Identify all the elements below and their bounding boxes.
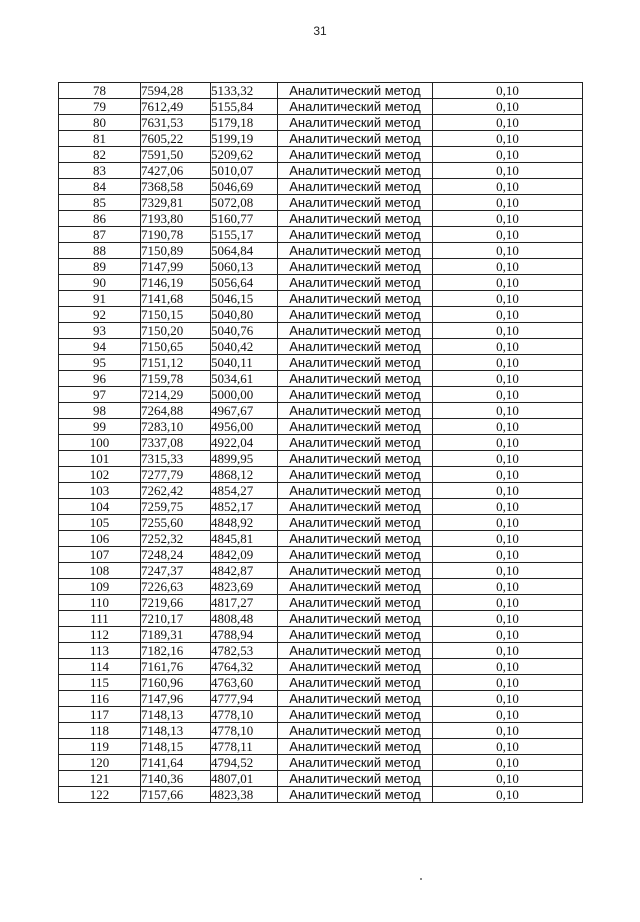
method-cell: Аналитический метод	[278, 419, 433, 435]
point-number-cell: 118	[59, 723, 141, 739]
table-row	[59, 147, 583, 163]
table-row	[59, 211, 583, 227]
page-number: 31	[313, 24, 327, 38]
method-cell: Аналитический метод	[278, 563, 433, 579]
error-cell: 0,10	[433, 419, 583, 435]
y-coordinate-cell: 4788,94	[211, 627, 278, 643]
y-coordinate-cell: 4778,11	[211, 739, 278, 755]
y-coordinate-cell: 5046,15	[211, 291, 278, 307]
y-coordinate-cell: 4782,53	[211, 643, 278, 659]
error-cell: 0,10	[433, 483, 583, 499]
method-cell: Аналитический метод	[278, 323, 433, 339]
point-number-cell: 98	[59, 403, 141, 419]
x-coordinate-cell: 7148,15	[141, 739, 211, 755]
error-cell: 0,10	[433, 579, 583, 595]
y-coordinate-cell: 4899,95	[211, 451, 278, 467]
table-row	[59, 499, 583, 515]
x-coordinate-cell: 7368,58	[141, 179, 211, 195]
table-row	[59, 467, 583, 483]
point-number-cell: 102	[59, 467, 141, 483]
table-row	[59, 83, 583, 99]
error-cell: 0,10	[433, 707, 583, 723]
table-row	[59, 595, 583, 611]
x-coordinate-cell: 7150,65	[141, 339, 211, 355]
point-number-cell: 80	[59, 115, 141, 131]
point-number-cell: 92	[59, 307, 141, 323]
error-cell: 0,10	[433, 787, 583, 803]
error-cell: 0,10	[433, 371, 583, 387]
point-number-cell: 90	[59, 275, 141, 291]
error-cell: 0,10	[433, 259, 583, 275]
point-number-cell: 116	[59, 691, 141, 707]
method-cell: Аналитический метод	[278, 163, 433, 179]
table-row	[59, 659, 583, 675]
point-number-cell: 91	[59, 291, 141, 307]
table-row	[59, 243, 583, 259]
x-coordinate-cell: 7594,28	[141, 83, 211, 99]
table-row	[59, 435, 583, 451]
point-number-cell: 122	[59, 787, 141, 803]
x-coordinate-cell: 7159,78	[141, 371, 211, 387]
x-coordinate-cell: 7147,96	[141, 691, 211, 707]
method-cell: Аналитический метод	[278, 467, 433, 483]
method-cell: Аналитический метод	[278, 659, 433, 675]
y-coordinate-cell: 5072,08	[211, 195, 278, 211]
y-coordinate-cell: 5034,61	[211, 371, 278, 387]
point-number-cell: 101	[59, 451, 141, 467]
method-cell: Аналитический метод	[278, 515, 433, 531]
x-coordinate-cell: 7190,78	[141, 227, 211, 243]
x-coordinate-cell: 7264,88	[141, 403, 211, 419]
point-number-cell: 115	[59, 675, 141, 691]
method-cell: Аналитический метод	[278, 435, 433, 451]
x-coordinate-cell: 7141,64	[141, 755, 211, 771]
table-row	[59, 403, 583, 419]
table-row	[59, 707, 583, 723]
y-coordinate-cell: 4777,94	[211, 691, 278, 707]
x-coordinate-cell: 7605,22	[141, 131, 211, 147]
point-number-cell: 82	[59, 147, 141, 163]
x-coordinate-cell: 7214,29	[141, 387, 211, 403]
x-coordinate-cell: 7612,49	[141, 99, 211, 115]
scan-speck	[420, 878, 422, 880]
table-row	[59, 179, 583, 195]
y-coordinate-cell: 4763,60	[211, 675, 278, 691]
method-cell: Аналитический метод	[278, 547, 433, 563]
y-coordinate-cell: 5040,42	[211, 339, 278, 355]
table-row	[59, 483, 583, 499]
error-cell: 0,10	[433, 691, 583, 707]
table-row	[59, 227, 583, 243]
method-cell: Аналитический метод	[278, 579, 433, 595]
error-cell: 0,10	[433, 451, 583, 467]
method-cell: Аналитический метод	[278, 307, 433, 323]
y-coordinate-cell: 5179,18	[211, 115, 278, 131]
y-coordinate-cell: 5040,76	[211, 323, 278, 339]
x-coordinate-cell: 7255,60	[141, 515, 211, 531]
table-row	[59, 355, 583, 371]
y-coordinate-cell: 5064,84	[211, 243, 278, 259]
y-coordinate-cell: 4848,92	[211, 515, 278, 531]
table-row	[59, 691, 583, 707]
table-row	[59, 419, 583, 435]
x-coordinate-cell: 7226,63	[141, 579, 211, 595]
point-number-cell: 112	[59, 627, 141, 643]
method-cell: Аналитический метод	[278, 611, 433, 627]
error-cell: 0,10	[433, 771, 583, 787]
x-coordinate-cell: 7219,66	[141, 595, 211, 611]
method-cell: Аналитический метод	[278, 83, 433, 99]
method-cell: Аналитический метод	[278, 259, 433, 275]
method-cell: Аналитический метод	[278, 275, 433, 291]
method-cell: Аналитический метод	[278, 755, 433, 771]
point-number-cell: 107	[59, 547, 141, 563]
point-number-cell: 94	[59, 339, 141, 355]
y-coordinate-cell: 5010,07	[211, 163, 278, 179]
y-coordinate-cell: 4817,27	[211, 595, 278, 611]
table-row	[59, 627, 583, 643]
error-cell: 0,10	[433, 275, 583, 291]
x-coordinate-cell: 7591,50	[141, 147, 211, 163]
y-coordinate-cell: 4842,87	[211, 563, 278, 579]
error-cell: 0,10	[433, 131, 583, 147]
error-cell: 0,10	[433, 739, 583, 755]
error-cell: 0,10	[433, 659, 583, 675]
method-cell: Аналитический метод	[278, 115, 433, 131]
x-coordinate-cell: 7262,42	[141, 483, 211, 499]
coordinates-table	[58, 82, 583, 803]
x-coordinate-cell: 7315,33	[141, 451, 211, 467]
method-cell: Аналитический метод	[278, 451, 433, 467]
error-cell: 0,10	[433, 99, 583, 115]
table-row	[59, 787, 583, 803]
x-coordinate-cell: 7337,08	[141, 435, 211, 451]
method-cell: Аналитический метод	[278, 595, 433, 611]
error-cell: 0,10	[433, 547, 583, 563]
x-coordinate-cell: 7147,99	[141, 259, 211, 275]
y-coordinate-cell: 5046,69	[211, 179, 278, 195]
method-cell: Аналитический метод	[278, 643, 433, 659]
error-cell: 0,10	[433, 195, 583, 211]
y-coordinate-cell: 4807,01	[211, 771, 278, 787]
x-coordinate-cell: 7427,06	[141, 163, 211, 179]
point-number-cell: 104	[59, 499, 141, 515]
point-number-cell: 113	[59, 643, 141, 659]
x-coordinate-cell: 7247,37	[141, 563, 211, 579]
x-coordinate-cell: 7252,32	[141, 531, 211, 547]
y-coordinate-cell: 4764,32	[211, 659, 278, 675]
error-cell: 0,10	[433, 435, 583, 451]
error-cell: 0,10	[433, 291, 583, 307]
y-coordinate-cell: 4845,81	[211, 531, 278, 547]
table-row	[59, 323, 583, 339]
point-number-cell: 119	[59, 739, 141, 755]
error-cell: 0,10	[433, 387, 583, 403]
error-cell: 0,10	[433, 163, 583, 179]
y-coordinate-cell: 4823,38	[211, 787, 278, 803]
method-cell: Аналитический метод	[278, 627, 433, 643]
error-cell: 0,10	[433, 643, 583, 659]
y-coordinate-cell: 4808,48	[211, 611, 278, 627]
method-cell: Аналитический метод	[278, 771, 433, 787]
method-cell: Аналитический метод	[278, 99, 433, 115]
method-cell: Аналитический метод	[278, 371, 433, 387]
x-coordinate-cell: 7150,20	[141, 323, 211, 339]
x-coordinate-cell: 7259,75	[141, 499, 211, 515]
y-coordinate-cell: 5155,17	[211, 227, 278, 243]
error-cell: 0,10	[433, 147, 583, 163]
table-row	[59, 643, 583, 659]
x-coordinate-cell: 7189,31	[141, 627, 211, 643]
point-number-cell: 97	[59, 387, 141, 403]
point-number-cell: 79	[59, 99, 141, 115]
method-cell: Аналитический метод	[278, 211, 433, 227]
x-coordinate-cell: 7148,13	[141, 723, 211, 739]
table-row	[59, 451, 583, 467]
method-cell: Аналитический метод	[278, 387, 433, 403]
y-coordinate-cell: 5209,62	[211, 147, 278, 163]
table-row	[59, 99, 583, 115]
error-cell: 0,10	[433, 403, 583, 419]
y-coordinate-cell: 5199,19	[211, 131, 278, 147]
point-number-cell: 121	[59, 771, 141, 787]
error-cell: 0,10	[433, 515, 583, 531]
table-row	[59, 291, 583, 307]
method-cell: Аналитический метод	[278, 131, 433, 147]
y-coordinate-cell: 4852,17	[211, 499, 278, 515]
table-row	[59, 547, 583, 563]
error-cell: 0,10	[433, 723, 583, 739]
point-number-cell: 106	[59, 531, 141, 547]
method-cell: Аналитический метод	[278, 483, 433, 499]
y-coordinate-cell: 5000,00	[211, 387, 278, 403]
point-number-cell: 81	[59, 131, 141, 147]
point-number-cell: 84	[59, 179, 141, 195]
x-coordinate-cell: 7161,76	[141, 659, 211, 675]
error-cell: 0,10	[433, 627, 583, 643]
y-coordinate-cell: 5060,13	[211, 259, 278, 275]
table-row	[59, 371, 583, 387]
point-number-cell: 78	[59, 83, 141, 99]
point-number-cell: 89	[59, 259, 141, 275]
error-cell: 0,10	[433, 563, 583, 579]
x-coordinate-cell: 7160,96	[141, 675, 211, 691]
error-cell: 0,10	[433, 211, 583, 227]
point-number-cell: 120	[59, 755, 141, 771]
method-cell: Аналитический метод	[278, 227, 433, 243]
method-cell: Аналитический метод	[278, 195, 433, 211]
error-cell: 0,10	[433, 227, 583, 243]
x-coordinate-cell: 7151,12	[141, 355, 211, 371]
table-row	[59, 195, 583, 211]
x-coordinate-cell: 7248,24	[141, 547, 211, 563]
y-coordinate-cell: 4922,04	[211, 435, 278, 451]
method-cell: Аналитический метод	[278, 291, 433, 307]
y-coordinate-cell: 4956,00	[211, 419, 278, 435]
y-coordinate-cell: 4868,12	[211, 467, 278, 483]
y-coordinate-cell: 5155,84	[211, 99, 278, 115]
point-number-cell: 95	[59, 355, 141, 371]
point-number-cell: 108	[59, 563, 141, 579]
table-row	[59, 563, 583, 579]
point-number-cell: 86	[59, 211, 141, 227]
table-row	[59, 771, 583, 787]
table-row	[59, 611, 583, 627]
point-number-cell: 93	[59, 323, 141, 339]
table-row	[59, 307, 583, 323]
point-number-cell: 103	[59, 483, 141, 499]
method-cell: Аналитический метод	[278, 147, 433, 163]
x-coordinate-cell: 7150,89	[141, 243, 211, 259]
table-row	[59, 531, 583, 547]
method-cell: Аналитический метод	[278, 707, 433, 723]
error-cell: 0,10	[433, 499, 583, 515]
error-cell: 0,10	[433, 339, 583, 355]
x-coordinate-cell: 7148,13	[141, 707, 211, 723]
table-row	[59, 387, 583, 403]
table-row	[59, 515, 583, 531]
error-cell: 0,10	[433, 355, 583, 371]
point-number-cell: 96	[59, 371, 141, 387]
error-cell: 0,10	[433, 675, 583, 691]
table-row	[59, 163, 583, 179]
point-number-cell: 114	[59, 659, 141, 675]
method-cell: Аналитический метод	[278, 499, 433, 515]
point-number-cell: 105	[59, 515, 141, 531]
y-coordinate-cell: 5056,64	[211, 275, 278, 291]
x-coordinate-cell: 7329,81	[141, 195, 211, 211]
table-row	[59, 339, 583, 355]
error-cell: 0,10	[433, 243, 583, 259]
table-row	[59, 739, 583, 755]
method-cell: Аналитический метод	[278, 739, 433, 755]
point-number-cell: 117	[59, 707, 141, 723]
x-coordinate-cell: 7210,17	[141, 611, 211, 627]
table-row	[59, 115, 583, 131]
error-cell: 0,10	[433, 755, 583, 771]
x-coordinate-cell: 7157,66	[141, 787, 211, 803]
table-row	[59, 275, 583, 291]
table-row	[59, 131, 583, 147]
table-row	[59, 723, 583, 739]
x-coordinate-cell: 7140,36	[141, 771, 211, 787]
method-cell: Аналитический метод	[278, 403, 433, 419]
y-coordinate-cell: 4967,67	[211, 403, 278, 419]
x-coordinate-cell: 7146,19	[141, 275, 211, 291]
x-coordinate-cell: 7277,79	[141, 467, 211, 483]
x-coordinate-cell: 7182,16	[141, 643, 211, 659]
error-cell: 0,10	[433, 531, 583, 547]
point-number-cell: 100	[59, 435, 141, 451]
y-coordinate-cell: 4778,10	[211, 723, 278, 739]
point-number-cell: 111	[59, 611, 141, 627]
method-cell: Аналитический метод	[278, 179, 433, 195]
error-cell: 0,10	[433, 83, 583, 99]
y-coordinate-cell: 5133,32	[211, 83, 278, 99]
y-coordinate-cell: 4778,10	[211, 707, 278, 723]
table-row	[59, 675, 583, 691]
error-cell: 0,10	[433, 595, 583, 611]
x-coordinate-cell: 7141,68	[141, 291, 211, 307]
x-coordinate-cell: 7283,10	[141, 419, 211, 435]
point-number-cell: 109	[59, 579, 141, 595]
x-coordinate-cell: 7631,53	[141, 115, 211, 131]
method-cell: Аналитический метод	[278, 691, 433, 707]
point-number-cell: 85	[59, 195, 141, 211]
point-number-cell: 110	[59, 595, 141, 611]
error-cell: 0,10	[433, 611, 583, 627]
error-cell: 0,10	[433, 115, 583, 131]
point-number-cell: 87	[59, 227, 141, 243]
error-cell: 0,10	[433, 323, 583, 339]
table-row	[59, 579, 583, 595]
error-cell: 0,10	[433, 307, 583, 323]
table-row	[59, 755, 583, 771]
y-coordinate-cell: 4823,69	[211, 579, 278, 595]
error-cell: 0,10	[433, 467, 583, 483]
method-cell: Аналитический метод	[278, 243, 433, 259]
method-cell: Аналитический метод	[278, 787, 433, 803]
y-coordinate-cell: 4794,52	[211, 755, 278, 771]
y-coordinate-cell: 5040,80	[211, 307, 278, 323]
method-cell: Аналитический метод	[278, 723, 433, 739]
coordinates-table-body	[59, 83, 583, 803]
method-cell: Аналитический метод	[278, 355, 433, 371]
method-cell: Аналитический метод	[278, 531, 433, 547]
x-coordinate-cell: 7150,15	[141, 307, 211, 323]
y-coordinate-cell: 5160,77	[211, 211, 278, 227]
method-cell: Аналитический метод	[278, 339, 433, 355]
y-coordinate-cell: 4854,27	[211, 483, 278, 499]
y-coordinate-cell: 5040,11	[211, 355, 278, 371]
y-coordinate-cell: 4842,09	[211, 547, 278, 563]
table-row	[59, 259, 583, 275]
point-number-cell: 99	[59, 419, 141, 435]
point-number-cell: 83	[59, 163, 141, 179]
x-coordinate-cell: 7193,80	[141, 211, 211, 227]
point-number-cell: 88	[59, 243, 141, 259]
error-cell: 0,10	[433, 179, 583, 195]
method-cell: Аналитический метод	[278, 675, 433, 691]
